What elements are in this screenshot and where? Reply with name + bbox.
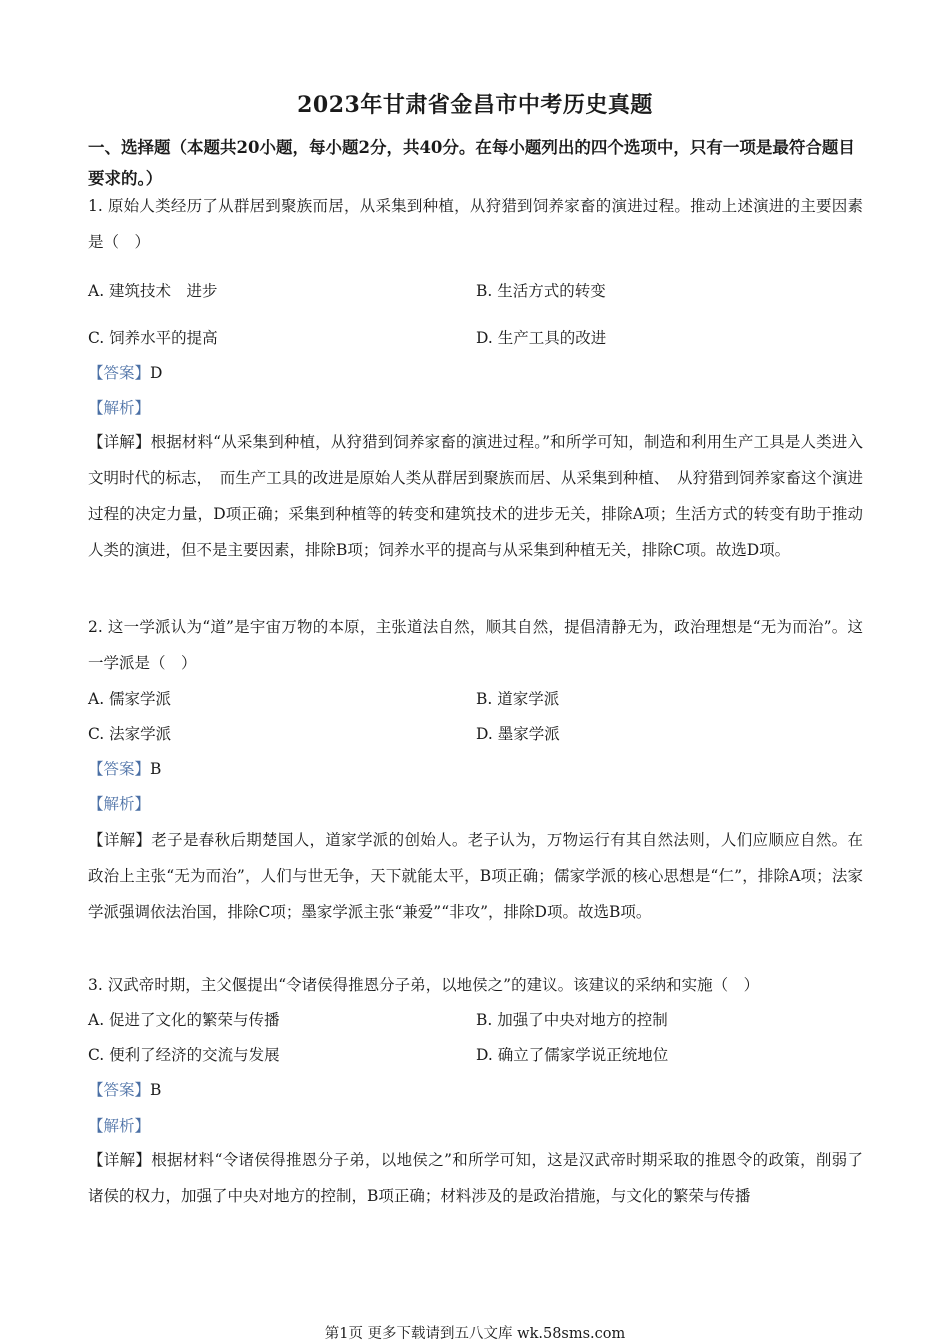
question-2-answer bbox=[88, 757, 161, 781]
question-3-answer bbox=[88, 1078, 161, 1102]
detail-text: 根据材料“令诸侯得推恩分子弟，以地侯之”和所学可知，这是汉武帝时期采取的推恩令的政策，削弱了诸侯的权力，加强了中央对地方的控制，B项正确；材料涉及的是政治措施，与文化的繁荣与传播 bbox=[88, 1151, 863, 1205]
question-3-option-c: C. 便利了经济的交流与发展 bbox=[88, 1046, 280, 1064]
question-1-analysis-label: 【解析】 bbox=[88, 399, 151, 417]
question-1-option-d: D. 生产工具的改进 bbox=[476, 329, 607, 347]
detail-text: 根据材料“从采集到种植，从狩猎到饲养家畜的演进过程。”和所学可知，制造和利用生产工具是人类进入文明时代的标志， 而生产工具的改进是原始人类从群居到聚族而居、从采集到种植、 从狩猎到饲养家畜这个演进过程的决定力量，D项正确；采集到种植等的转变和建筑技术的进步无关，排除A项；生活方式的转变有助于推动人类的演进，但不是主要因素，排除B项；饲养水平的提高与从采集到种植无关，排除C项。故选D项。 bbox=[88, 433, 864, 559]
question-1-detail bbox=[88, 424, 863, 568]
question-3-option-d: D. 确立了儒家学说正统地位 bbox=[476, 1046, 669, 1064]
answer-label: 【答案】 bbox=[88, 364, 151, 382]
answer-value: D bbox=[150, 364, 163, 382]
section-heading: 一、选择题（本题共20小题，每小题2分，共40分。在每小题列出的四个选项中，只有一项是最符合题目要求的。） bbox=[88, 138, 855, 188]
detail-text: 老子是春秋后期楚国人，道家学派的创始人。老子认为，万物运行有其自然法则，人们应顺应自然。在政治上主张“无为而治”，人们与世无争，天下就能太平，B项正确；儒家学派的核心思想是“仁”，排除A项；法家学派强调依法治国，排除C项；墨家学派主张“兼爱”“非攻”，排除D项。故选B项。 bbox=[88, 831, 863, 921]
page-footer: 第1页 更多下载请到五八文库 wk.58sms.com bbox=[324, 1326, 626, 1342]
detail-label: 【详解】 bbox=[88, 1151, 152, 1169]
question-3-option-b: B. 加强了中央对地方的控制 bbox=[476, 1011, 668, 1029]
question-1-option-c: C. 饲养水平的提高 bbox=[88, 329, 218, 347]
question-2-analysis-label: 【解析】 bbox=[88, 795, 151, 813]
question-2-option-c: C. 法家学派 bbox=[88, 725, 172, 743]
question-2-option-a: A. 儒家学派 bbox=[88, 690, 172, 708]
question-2-stem: 2. 这一学派认为“道”是宇宙万物的本原，主张道法自然，顺其自然，提倡清静无为，政治理想是“无为而治”。这一学派是（ ） bbox=[88, 618, 863, 672]
question-1-stem: 1. 原始人类经历了从群居到聚族而居，从采集到种植，从狩猎到饲养家畜的演进过程。推动上述演进的主要因素是（ ） bbox=[88, 197, 863, 251]
answer-label: 【答案】 bbox=[88, 1081, 151, 1099]
question-3-option-a: A. 促进了文化的繁荣与传播 bbox=[88, 1011, 280, 1029]
question-3-analysis-label: 【解析】 bbox=[88, 1117, 151, 1135]
answer-value: B bbox=[150, 1081, 162, 1099]
answer-label: 【答案】 bbox=[88, 760, 151, 778]
detail-label: 【详解】 bbox=[88, 433, 151, 451]
question-2-option-b: B. 道家学派 bbox=[476, 690, 560, 708]
question-2-option-d: D. 墨家学派 bbox=[476, 725, 560, 743]
question-1-option-b: B. 生活方式的转变 bbox=[476, 282, 606, 300]
question-3-stem: 3. 汉武帝时期，主父偃提出“令诸侯得推恩分子弟，以地侯之”的建议。该建议的采纳和实施（ ） bbox=[88, 976, 760, 994]
answer-value: B bbox=[150, 760, 162, 778]
question-1-option-a: A. 建筑技术 进步 bbox=[88, 282, 218, 300]
document-title: 2023年甘肃省金昌市中考历史真题 bbox=[297, 92, 653, 118]
detail-label: 【详解】 bbox=[88, 831, 152, 849]
question-1-answer bbox=[88, 361, 162, 385]
question-3-detail bbox=[88, 1142, 863, 1214]
question-2-detail bbox=[88, 822, 863, 930]
